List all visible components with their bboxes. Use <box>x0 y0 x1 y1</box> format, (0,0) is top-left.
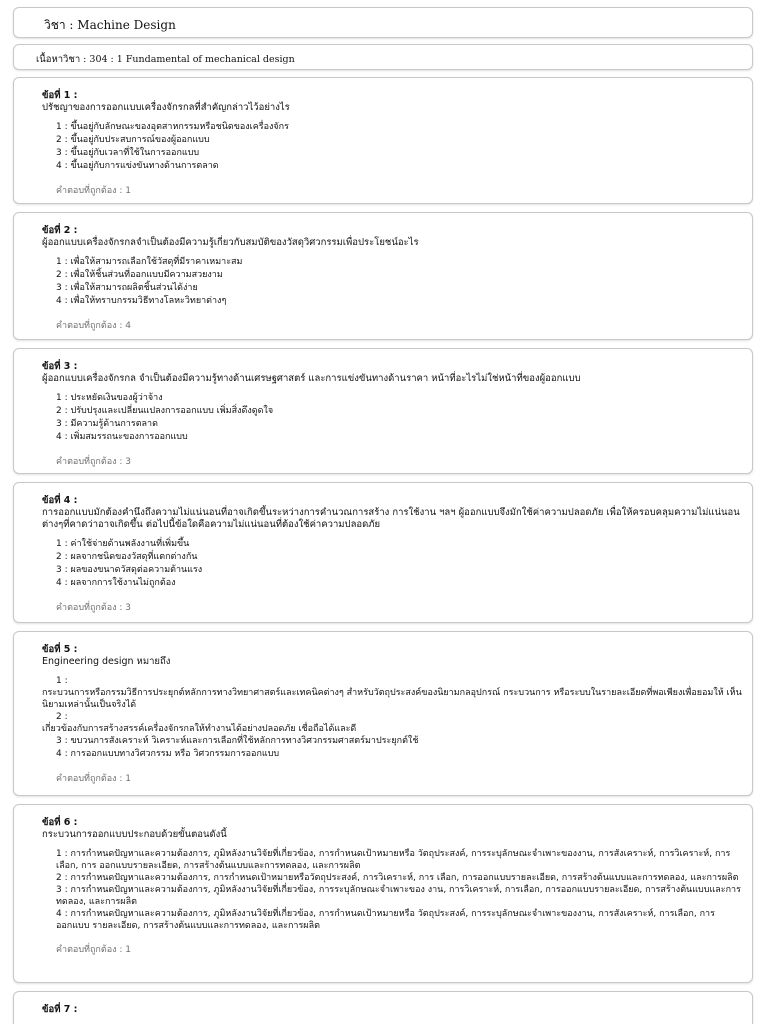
option-item: 2 : ปรับปรุงและเปลี่ยนแปลงการออกแบบ เพิ่มสิ่งดึงดูดใจ <box>56 406 274 416</box>
correct-answer: คำตอบที่ถูกต้อง : 1 <box>56 774 131 784</box>
option-list <box>42 256 744 308</box>
option-item: 1 : ค่าใช้จ่ายด้านพลังงานที่เพิ่มขึ้น <box>56 539 190 549</box>
question-card <box>13 77 753 204</box>
option-list <box>42 121 744 173</box>
option-item: 4 : ขึ้นอยู่กับการแข่งขันทางด้านการตลาด <box>56 161 219 171</box>
question-number: ข้อที่ 2 : <box>42 225 78 236</box>
option-item: 1 : เพื่อให้สามารถเลือกใช้วัสดุที่มีราคาเหมาะสม <box>56 257 243 267</box>
question-card <box>13 212 753 340</box>
option-item: 1 : ประหยัดเงินของผู้ว่าจ้าง <box>56 393 163 403</box>
option-item: 3 : เพื่อให้สามารถผลิตชิ้นส่วนได้ง่าย <box>56 283 198 293</box>
subject-title: วิชา : Machine Design <box>44 18 176 32</box>
question-text: Engineering design หมายถึง <box>42 656 171 667</box>
question-text: กระบวนการออกแบบประกอบด้วยขั้นตอนดังนี้ <box>42 829 227 840</box>
option-item: 2 : เพื่อให้ชิ้นส่วนที่ออกแบบมีความสวยงาม <box>56 270 223 280</box>
correct-answer: คำตอบที่ถูกต้อง : 3 <box>56 603 131 613</box>
option-body: เกี่ยวข้องกับการสร้างสรรค์เครื่องจักรกลให้ทำงานได้อย่างปลอดภัย เชื่อถือได้และดี <box>42 724 357 734</box>
option-item: 2 : ผลจากชนิดของวัสดุที่แตกต่างกัน <box>56 552 198 562</box>
option-list <box>42 848 744 932</box>
question-text: ผู้ออกแบบเครื่องจักรกลจำเป็นต้องมีความรู้เกี่ยวกับสมบัติของวัสดุวิศวกรรมเพื่อประโยชน์อะไร <box>42 237 419 248</box>
option-item: 4 : การกำหนดปัญหาและความต้องการ, ภูมิหลังงานวิจัยที่เกี่ยวข้อง, การกำหนดเป้าหมายหรือ วัตถุประสงค์, การระบุลักษณะจำเพาะของงาน, การสังเคราะห์, การเลือก, การออกแบบ รายละเอียด, การสร้างต้นแบบและการทดลอง, และการผลิต <box>56 909 715 931</box>
question-card <box>13 348 753 474</box>
option-item: 1 : การกำหนดปัญหาและความต้องการ, ภูมิหลังงานวิจัยที่เกี่ยวข้อง, การกำหนดเป้าหมายหรือ วัตถุประสงค์, การระบุลักษณะจำเพาะของงาน, การสังเคราะห์, การวิเคราะห์, การเลือก, การ ออกแบบรายละเอียด, การสร้างต้นแบบและการทดลอง, และการผลิต <box>56 849 731 871</box>
option-item: 2 : การกำหนดปัญหาและความต้องการ, การกำหนดเป้าหมายหรือวัตถุประสงค์, การวิเคราะห์, การ เลือก, การออกแบบรายละเอียด, การสร้างต้นแบบและการทดลอง, และการผลิต <box>56 873 739 883</box>
question-number: ข้อที่ 3 : <box>42 361 78 372</box>
subject-header <box>13 7 753 38</box>
option-item: 3 : ขบวนการสังเคราะห์ วิเคราะห์และการเลือกที่ใช้หลักการทางวิศวกรรมศาสตร์มาประยุกต์ใช้ <box>56 736 419 746</box>
option-item: 3 : มีความรู้ด้านการตลาด <box>56 419 158 429</box>
option-list <box>42 675 744 761</box>
option-item: 1 : ขึ้นอยู่กับลักษณะของอุตสาหกรรมหรือชนิดของเครื่องจักร <box>56 122 289 132</box>
option-item: 4 : การออกแบบทางวิศวกรรม หรือ วิศวกรรมการออกแบบ <box>56 749 280 759</box>
question-number: ข้อที่ 6 : <box>42 817 78 828</box>
question-number: ข้อที่ 7 : <box>42 1004 78 1015</box>
option-item: 4 : เพิ่มสมรรถนะของการออกแบบ <box>56 432 188 442</box>
question-number: ข้อที่ 1 : <box>42 90 78 101</box>
option-item: 4 : เพื่อให้ทราบกรรมวิธีทางโลหะวิทยาต่างๆ <box>56 296 227 306</box>
option-list <box>42 392 744 444</box>
question-text: การออกแบบมักต้องคำนึงถึงความไม่แน่นอนที่อาจเกิดขึ้นระหว่างการคำนวณการสร้าง การใช้งาน ฯลฯ ผู้ออกแบบจึงมักใช้ค่าความปลอดภัย เพื่อให้ครอบคลุมความไม่แน่นอนต่างๆที่คาดว่าอาจเกิดขึ้น ต่อไปนี้ข้อใดคือความไม่แน่นอนที่ต้องใช้ค่าความปลอดภัย <box>42 507 740 530</box>
option-item: 3 : การกำหนดปัญหาและความต้องการ, ภูมิหลังงานวิจัยที่เกี่ยวข้อง, การระบุลักษณะจำเพาะของ งาน, การวิเคราะห์, การเลือก, การออกแบบรายละเอียด, การสร้างต้นแบบและการทดลอง, และการผลิต <box>56 885 741 907</box>
option-item: 2 : ขึ้นอยู่กับประสบการณ์ของผู้ออกแบบ <box>56 135 210 145</box>
option-label: 2 : <box>56 712 68 722</box>
correct-answer: คำตอบที่ถูกต้อง : 1 <box>56 945 131 955</box>
option-list <box>42 538 744 590</box>
option-body: กระบวนการหรือกรรมวิธีการประยุกต์หลักการทางวิทยาศาสตร์และเทคนิคต่างๆ สำหรับวัตถุประสงค์ของนิยามกลอุปกรณ์ กระบวนการ หรือระบบในรายละเอียดที่พอเพียงเพื่อยอมให้ เห็นนิยามเหล่านั้นเป็นจริงได้ <box>42 688 742 710</box>
correct-answer: คำตอบที่ถูกต้อง : 1 <box>56 186 131 196</box>
option-item: 4 : ผลจากการใช้งานไม่ถูกต้อง <box>56 578 176 588</box>
question-text: ผู้ออกแบบเครื่องจักรกล จำเป็นต้องมีความรู้ทางด้านเศรษฐศาสตร์ และการแข่งขันทางด้านราคา หน้าที่อะไรไม่ใช่หน้าที่ของผู้ออกแบบ <box>42 373 581 384</box>
correct-answer: คำตอบที่ถูกต้อง : 3 <box>56 457 131 467</box>
question-number: ข้อที่ 5 : <box>42 644 78 655</box>
correct-answer: คำตอบที่ถูกต้อง : 4 <box>56 321 131 331</box>
question-card <box>13 482 753 623</box>
question-card <box>13 991 753 1024</box>
option-label: 1 : <box>56 676 68 686</box>
topic-header <box>13 44 753 70</box>
option-item: 3 : ผลของขนาดวัสดุต่อความต้านแรง <box>56 565 203 575</box>
option-item: 3 : ขึ้นอยู่กับเวลาที่ใช้ในการออกแบบ <box>56 148 200 158</box>
question-card <box>13 804 753 983</box>
question-text: ปรัชญาของการออกแบบเครื่องจักรกลที่สำคัญกล่าวไว้อย่างไร <box>42 102 290 113</box>
question-card <box>13 631 753 796</box>
topic-title: เนื้อหาวิชา : 304 : 1 Fundamental of mechanical design <box>36 54 295 65</box>
question-number: ข้อที่ 4 : <box>42 495 78 506</box>
